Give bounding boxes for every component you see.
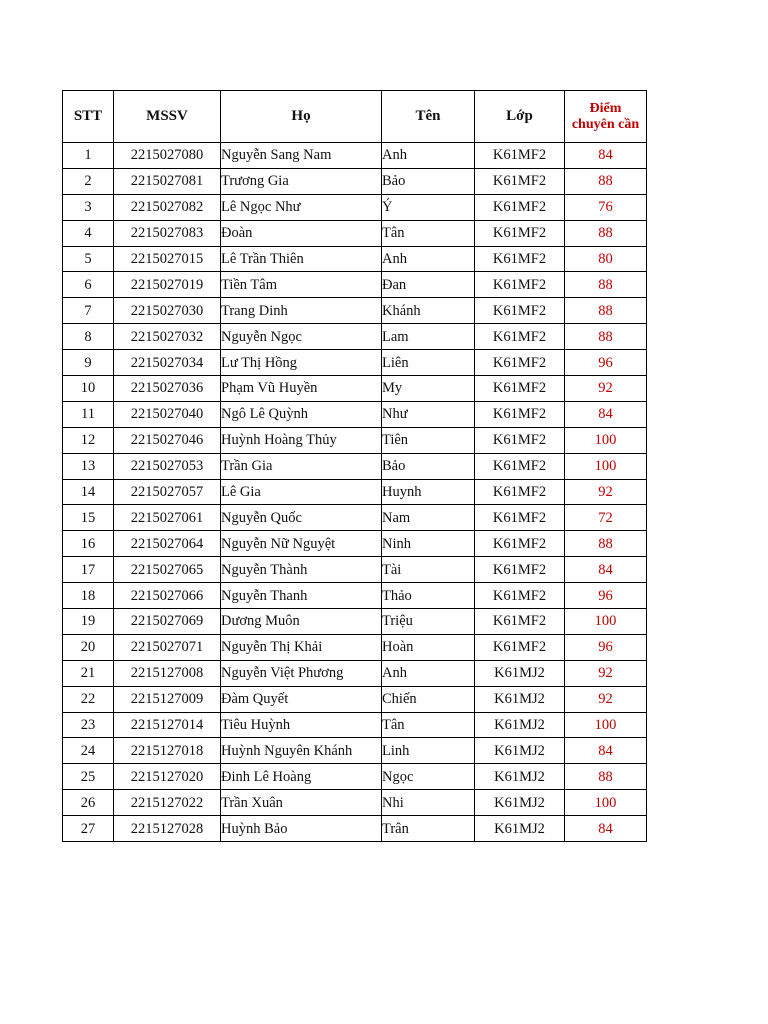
table-row xyxy=(63,583,647,609)
cell-attendance-score: 88 xyxy=(565,168,647,194)
cell-mssv: 2215027053 xyxy=(114,453,221,479)
table-row xyxy=(63,220,647,246)
cell-mssv: 2215027066 xyxy=(114,583,221,609)
table-header-row xyxy=(63,91,647,143)
cell-mssv: 2215027019 xyxy=(114,272,221,298)
cell-mssv: 2215027036 xyxy=(114,376,221,402)
cell-attendance-score: 88 xyxy=(565,272,647,298)
cell-ten: Khánh xyxy=(382,298,475,324)
cell-attendance-score: 76 xyxy=(565,194,647,220)
cell-ho: Lư Thị Hồng xyxy=(221,350,382,376)
cell-mssv: 2215027061 xyxy=(114,505,221,531)
cell-stt: 12 xyxy=(63,427,114,453)
cell-mssv: 2215027082 xyxy=(114,194,221,220)
cell-mssv: 2215027057 xyxy=(114,479,221,505)
cell-attendance-score: 84 xyxy=(565,738,647,764)
cell-stt: 6 xyxy=(63,272,114,298)
cell-lop: K61MF2 xyxy=(475,246,565,272)
student-attendance-table xyxy=(62,90,647,842)
cell-attendance-score: 88 xyxy=(565,324,647,350)
cell-lop: K61MJ2 xyxy=(475,816,565,842)
cell-lop: K61MF2 xyxy=(475,531,565,557)
cell-ten: Anh xyxy=(382,660,475,686)
header-ho: Họ xyxy=(221,91,382,143)
cell-ten: Triệu xyxy=(382,609,475,635)
cell-attendance-score: 88 xyxy=(565,220,647,246)
cell-attendance-score: 88 xyxy=(565,764,647,790)
cell-mssv: 2215027080 xyxy=(114,143,221,169)
cell-lop: K61MF2 xyxy=(475,376,565,402)
cell-mssv: 2215127022 xyxy=(114,790,221,816)
cell-ho: Lê Gia xyxy=(221,479,382,505)
cell-lop: K61MF2 xyxy=(475,609,565,635)
cell-stt: 9 xyxy=(63,350,114,376)
cell-lop: K61MF2 xyxy=(475,324,565,350)
cell-stt: 19 xyxy=(63,609,114,635)
cell-ten: Tài xyxy=(382,557,475,583)
cell-attendance-score: 96 xyxy=(565,350,647,376)
cell-mssv: 2215027030 xyxy=(114,298,221,324)
cell-attendance-score: 100 xyxy=(565,790,647,816)
cell-attendance-score: 84 xyxy=(565,401,647,427)
cell-attendance-score: 100 xyxy=(565,609,647,635)
cell-mssv: 2215127008 xyxy=(114,660,221,686)
cell-attendance-score: 84 xyxy=(565,557,647,583)
cell-ho: Nguyễn Thanh xyxy=(221,583,382,609)
cell-lop: K61MF2 xyxy=(475,634,565,660)
cell-stt: 20 xyxy=(63,634,114,660)
cell-ho: Huỳnh Nguyên Khánh xyxy=(221,738,382,764)
cell-lop: K61MF2 xyxy=(475,505,565,531)
cell-ho: Nguyễn Việt Phương xyxy=(221,660,382,686)
cell-stt: 25 xyxy=(63,764,114,790)
cell-attendance-score: 84 xyxy=(565,143,647,169)
table-row xyxy=(63,194,647,220)
cell-ten: Thảo xyxy=(382,583,475,609)
cell-mssv: 2215027069 xyxy=(114,609,221,635)
table-row xyxy=(63,609,647,635)
cell-stt: 26 xyxy=(63,790,114,816)
cell-ho: Phạm Vũ Huyền xyxy=(221,376,382,402)
cell-mssv: 2215027046 xyxy=(114,427,221,453)
cell-ho: Nguyễn Sang Nam xyxy=(221,143,382,169)
table-body xyxy=(63,143,647,842)
table-row xyxy=(63,531,647,557)
table-row xyxy=(63,660,647,686)
cell-ho: Trang Dinh xyxy=(221,298,382,324)
cell-ho: Đoàn xyxy=(221,220,382,246)
cell-mssv: 2215027040 xyxy=(114,401,221,427)
cell-ho: Huỳnh Hoàng Thủy xyxy=(221,427,382,453)
cell-lop: K61MF2 xyxy=(475,427,565,453)
cell-mssv: 2215127014 xyxy=(114,712,221,738)
cell-ho: Nguyễn Ngọc xyxy=(221,324,382,350)
cell-ho: Nguyễn Thị Khải xyxy=(221,634,382,660)
cell-ten: Bảo xyxy=(382,453,475,479)
table-row xyxy=(63,505,647,531)
header-attendance-score xyxy=(565,91,647,143)
cell-stt: 24 xyxy=(63,738,114,764)
table-row xyxy=(63,816,647,842)
cell-attendance-score: 88 xyxy=(565,531,647,557)
cell-stt: 8 xyxy=(63,324,114,350)
cell-ten: Lam xyxy=(382,324,475,350)
cell-ho: Tiêu Huỳnh xyxy=(221,712,382,738)
cell-ho: Trương Gia xyxy=(221,168,382,194)
table-row xyxy=(63,298,647,324)
table-row xyxy=(63,479,647,505)
cell-attendance-score: 100 xyxy=(565,453,647,479)
cell-stt: 4 xyxy=(63,220,114,246)
cell-stt: 3 xyxy=(63,194,114,220)
table-row xyxy=(63,764,647,790)
cell-attendance-score: 96 xyxy=(565,634,647,660)
cell-stt: 16 xyxy=(63,531,114,557)
cell-ho: Trần Gia xyxy=(221,453,382,479)
cell-attendance-score: 92 xyxy=(565,660,647,686)
table-row xyxy=(63,790,647,816)
attendance-sheet xyxy=(62,90,646,842)
cell-attendance-score: 72 xyxy=(565,505,647,531)
cell-ten: Hoàn xyxy=(382,634,475,660)
cell-attendance-score: 88 xyxy=(565,298,647,324)
cell-ten: Ngọc xyxy=(382,764,475,790)
cell-mssv: 2215127020 xyxy=(114,764,221,790)
cell-ho: Trần Xuân xyxy=(221,790,382,816)
table-row xyxy=(63,401,647,427)
cell-mssv: 2215127009 xyxy=(114,686,221,712)
table-row xyxy=(63,453,647,479)
cell-lop: K61MJ2 xyxy=(475,738,565,764)
cell-stt: 22 xyxy=(63,686,114,712)
cell-ten: Ý xyxy=(382,194,475,220)
header-stt: STT xyxy=(63,91,114,143)
cell-mssv: 2215127018 xyxy=(114,738,221,764)
cell-ten: Tân xyxy=(382,220,475,246)
table-row xyxy=(63,738,647,764)
cell-mssv: 2215027081 xyxy=(114,168,221,194)
header-score-line1: Điểm xyxy=(589,100,622,116)
cell-lop: K61MJ2 xyxy=(475,764,565,790)
cell-attendance-score: 100 xyxy=(565,712,647,738)
cell-ho: Nguyễn Quốc xyxy=(221,505,382,531)
cell-ten: Nhi xyxy=(382,790,475,816)
cell-ten: Như xyxy=(382,401,475,427)
cell-lop: K61MJ2 xyxy=(475,790,565,816)
cell-lop: K61MF2 xyxy=(475,479,565,505)
cell-mssv: 2215027083 xyxy=(114,220,221,246)
table-row xyxy=(63,634,647,660)
cell-attendance-score: 84 xyxy=(565,816,647,842)
cell-lop: K61MJ2 xyxy=(475,686,565,712)
cell-attendance-score: 96 xyxy=(565,583,647,609)
cell-ten: My xyxy=(382,376,475,402)
cell-ho: Đàm Quyết xyxy=(221,686,382,712)
table-row xyxy=(63,686,647,712)
cell-lop: K61MF2 xyxy=(475,583,565,609)
cell-lop: K61MF2 xyxy=(475,143,565,169)
cell-ho: Lê Ngọc Như xyxy=(221,194,382,220)
cell-ho: Ngô Lê Quỳnh xyxy=(221,401,382,427)
cell-stt: 11 xyxy=(63,401,114,427)
cell-stt: 21 xyxy=(63,660,114,686)
header-ten: Tên xyxy=(382,91,475,143)
cell-ho: Nguyễn Nữ Nguyệt xyxy=(221,531,382,557)
cell-stt: 17 xyxy=(63,557,114,583)
header-lop: Lớp xyxy=(475,91,565,143)
cell-ho: Tiền Tâm xyxy=(221,272,382,298)
table-row xyxy=(63,272,647,298)
table-row xyxy=(63,427,647,453)
cell-mssv: 2215027032 xyxy=(114,324,221,350)
table-row xyxy=(63,350,647,376)
cell-stt: 7 xyxy=(63,298,114,324)
table-row xyxy=(63,712,647,738)
cell-ho: Đinh Lê Hoàng xyxy=(221,764,382,790)
cell-lop: K61MF2 xyxy=(475,168,565,194)
cell-stt: 10 xyxy=(63,376,114,402)
cell-attendance-score: 92 xyxy=(565,479,647,505)
cell-mssv: 2215027034 xyxy=(114,350,221,376)
cell-ten: Liên xyxy=(382,350,475,376)
cell-mssv: 2215027071 xyxy=(114,634,221,660)
table-row xyxy=(63,557,647,583)
table-row xyxy=(63,324,647,350)
table-row xyxy=(63,246,647,272)
cell-attendance-score: 100 xyxy=(565,427,647,453)
cell-ten: Trân xyxy=(382,816,475,842)
cell-ten: Anh xyxy=(382,143,475,169)
cell-ten: Bảo xyxy=(382,168,475,194)
header-mssv: MSSV xyxy=(114,91,221,143)
cell-stt: 2 xyxy=(63,168,114,194)
table-row xyxy=(63,143,647,169)
cell-lop: K61MF2 xyxy=(475,453,565,479)
cell-lop: K61MF2 xyxy=(475,557,565,583)
cell-lop: K61MF2 xyxy=(475,298,565,324)
cell-ten: Ninh xyxy=(382,531,475,557)
table-row xyxy=(63,376,647,402)
cell-ten: Đan xyxy=(382,272,475,298)
cell-attendance-score: 92 xyxy=(565,376,647,402)
cell-lop: K61MF2 xyxy=(475,272,565,298)
cell-stt: 15 xyxy=(63,505,114,531)
cell-stt: 23 xyxy=(63,712,114,738)
cell-stt: 1 xyxy=(63,143,114,169)
cell-ten: Chiến xyxy=(382,686,475,712)
cell-mssv: 2215027065 xyxy=(114,557,221,583)
cell-ten: Tiên xyxy=(382,427,475,453)
cell-stt: 27 xyxy=(63,816,114,842)
cell-attendance-score: 80 xyxy=(565,246,647,272)
cell-ho: Nguyễn Thành xyxy=(221,557,382,583)
cell-mssv: 2215027015 xyxy=(114,246,221,272)
cell-ten: Huynh xyxy=(382,479,475,505)
cell-stt: 14 xyxy=(63,479,114,505)
cell-lop: K61MJ2 xyxy=(475,712,565,738)
cell-ten: Linh xyxy=(382,738,475,764)
cell-mssv: 2215127028 xyxy=(114,816,221,842)
cell-ten: Tân xyxy=(382,712,475,738)
cell-ho: Dương Muôn xyxy=(221,609,382,635)
cell-lop: K61MF2 xyxy=(475,220,565,246)
cell-lop: K61MF2 xyxy=(475,401,565,427)
cell-ten: Anh xyxy=(382,246,475,272)
cell-ho: Huỳnh Bảo xyxy=(221,816,382,842)
cell-ho: Lê Trần Thiên xyxy=(221,246,382,272)
cell-mssv: 2215027064 xyxy=(114,531,221,557)
cell-stt: 13 xyxy=(63,453,114,479)
cell-lop: K61MF2 xyxy=(475,350,565,376)
cell-lop: K61MJ2 xyxy=(475,660,565,686)
table-row xyxy=(63,168,647,194)
cell-stt: 5 xyxy=(63,246,114,272)
cell-ten: Nam xyxy=(382,505,475,531)
cell-attendance-score: 92 xyxy=(565,686,647,712)
cell-lop: K61MF2 xyxy=(475,194,565,220)
header-score-line2: chuyên cần xyxy=(571,116,640,132)
cell-stt: 18 xyxy=(63,583,114,609)
